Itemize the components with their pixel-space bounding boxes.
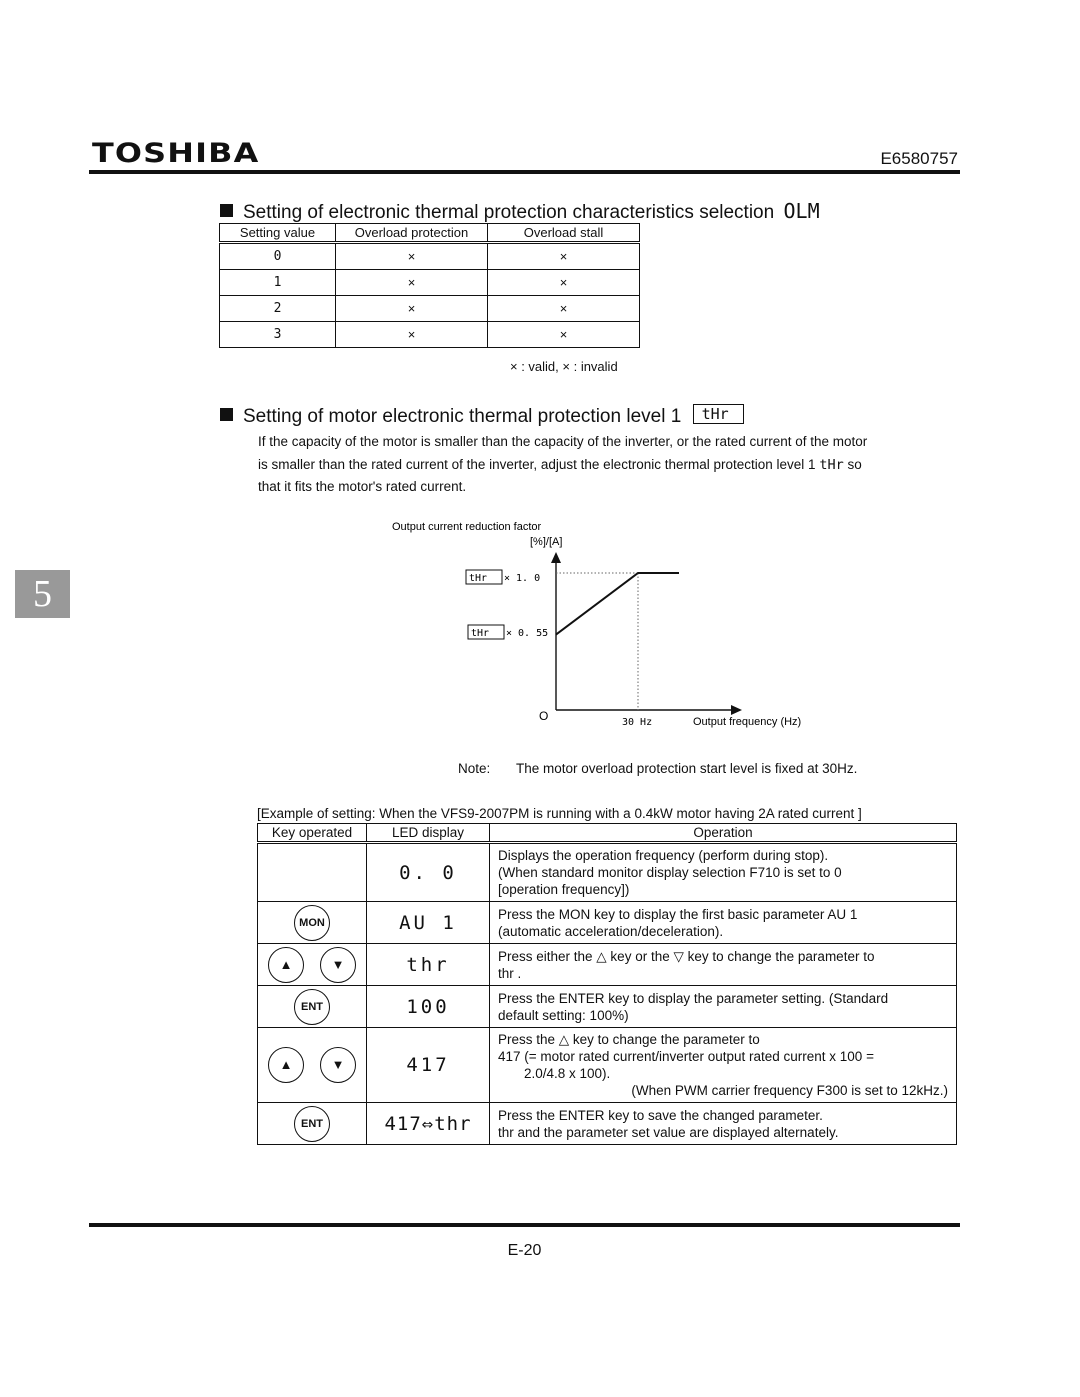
protection-cell: × bbox=[336, 296, 488, 322]
operation-cell bbox=[490, 986, 957, 1028]
table-row bbox=[220, 296, 640, 322]
table-legend: × : valid, × : invalid bbox=[510, 359, 618, 374]
table-header-row bbox=[258, 824, 957, 843]
table-row bbox=[258, 986, 957, 1028]
operation-line: thr and the parameter set value are displayed alternately. bbox=[498, 1124, 839, 1140]
mon-key-button[interactable]: MON bbox=[294, 905, 330, 941]
bullet-square-icon bbox=[220, 408, 233, 421]
key-cell bbox=[258, 1103, 367, 1145]
operation-line: thr . bbox=[498, 965, 522, 981]
toshiba-logo: TOSHIBA bbox=[92, 138, 260, 169]
series-line bbox=[556, 573, 679, 635]
section-title: Setting of electronic thermal protection characteristics selection bbox=[243, 202, 775, 223]
operation-cell bbox=[490, 1028, 957, 1103]
led-display: 100 bbox=[367, 986, 490, 1028]
table-row bbox=[258, 944, 957, 986]
column-header: Key operated bbox=[258, 824, 367, 843]
column-header: Setting value bbox=[220, 224, 336, 243]
description-paragraph bbox=[258, 431, 958, 499]
operation-line: Press the MON key to display the first basic parameter AU 1 bbox=[498, 906, 858, 922]
key-cell bbox=[258, 944, 367, 986]
bullet-square-icon bbox=[220, 204, 233, 217]
operation-line: default setting: 100%) bbox=[498, 1007, 629, 1023]
stall-cell: × bbox=[488, 322, 640, 348]
setting-value: 3 bbox=[220, 322, 336, 348]
paragraph-text: so bbox=[847, 456, 862, 472]
note-label: Note: bbox=[458, 761, 491, 776]
x-axis-arrow-icon bbox=[731, 705, 742, 715]
key-cell bbox=[258, 902, 367, 944]
table-row bbox=[258, 1103, 957, 1145]
param-code-box: tHr bbox=[693, 404, 744, 424]
footer-rule bbox=[89, 1223, 960, 1227]
param-code: OLM bbox=[783, 199, 820, 223]
x-tick-label: 30 Hz bbox=[622, 717, 653, 728]
operation-line: (When standard monitor display selection F710 is set to 0 bbox=[498, 865, 842, 880]
stall-cell: × bbox=[488, 243, 640, 270]
operation-line: Press the △ key to change the parameter to bbox=[498, 1032, 760, 1047]
table-row bbox=[220, 322, 640, 348]
operation-cell bbox=[490, 1103, 957, 1145]
table-row bbox=[258, 902, 957, 944]
protection-cell: × bbox=[336, 243, 488, 270]
setting-value: 2 bbox=[220, 296, 336, 322]
overload-selection-table bbox=[219, 223, 640, 348]
operation-line: Press either the △ key or the ▽ key to change the parameter to bbox=[498, 948, 875, 964]
section-heading-olm bbox=[220, 199, 820, 224]
operation-line: Displays the operation frequency (perform during stop). bbox=[498, 848, 829, 863]
x-axis-label: Output frequency (Hz) bbox=[693, 716, 802, 728]
y-tick-low bbox=[468, 625, 548, 639]
page-number: E-20 bbox=[507, 1242, 542, 1259]
example-table bbox=[257, 823, 957, 1145]
y-axis-unit: [%]/[A] bbox=[530, 536, 563, 548]
ent-key-button[interactable]: ENT bbox=[294, 989, 330, 1025]
paragraph-text: is smaller than the rated current of the inverter, adjust the electronic thermal protection level 1 bbox=[258, 456, 816, 472]
key-cell bbox=[258, 1028, 367, 1103]
operation-cell bbox=[490, 843, 957, 902]
reduction-factor-chart bbox=[380, 515, 840, 735]
led-display: AU 1 bbox=[367, 902, 490, 944]
ent-key-button[interactable]: ENT bbox=[294, 1106, 330, 1142]
operation-line: Press the ENTER key to save the changed parameter. bbox=[498, 1107, 823, 1123]
led-display: thr bbox=[367, 944, 490, 986]
column-header: LED display bbox=[367, 824, 490, 843]
operation-line: [operation frequency]) bbox=[498, 882, 630, 897]
operation-line: Press the ENTER key to display the parameter setting. (Standard bbox=[498, 990, 889, 1006]
param-code: tHr bbox=[469, 573, 488, 584]
column-header: Overload stall bbox=[488, 224, 640, 243]
y-axis-arrow-icon bbox=[551, 552, 561, 563]
led-display: 417 bbox=[367, 1028, 490, 1103]
document-number: E6580757 bbox=[880, 149, 958, 168]
led-display: 0. 0 bbox=[367, 843, 490, 902]
protection-cell: × bbox=[336, 270, 488, 296]
up-key-button[interactable]: ▲ bbox=[268, 1047, 304, 1083]
table-row bbox=[220, 270, 640, 296]
key-cell bbox=[258, 986, 367, 1028]
up-key-button[interactable]: ▲ bbox=[268, 947, 304, 983]
note-text: The motor overload protection start level is fixed at 30Hz. bbox=[516, 761, 858, 776]
led-display: 417⇔thr bbox=[367, 1103, 490, 1145]
y-axis-label: Output current reduction factor bbox=[392, 521, 542, 533]
table-row bbox=[220, 243, 640, 270]
operation-line: (automatic acceleration/deceleration). bbox=[498, 923, 724, 939]
stall-cell: × bbox=[488, 270, 640, 296]
chapter-tab: 5 bbox=[15, 570, 70, 618]
down-key-button[interactable]: ▼ bbox=[320, 1047, 356, 1083]
protection-cell: × bbox=[336, 322, 488, 348]
setting-value: 0 bbox=[220, 243, 336, 270]
paragraph-line bbox=[258, 454, 958, 477]
param-code: tHr bbox=[819, 456, 844, 473]
section-title: Setting of motor electronic thermal protection level 1 bbox=[243, 406, 682, 427]
table-row bbox=[258, 1028, 957, 1103]
factor-label: × 1. 0 bbox=[504, 573, 541, 584]
operation-cell bbox=[490, 902, 957, 944]
down-key-button[interactable]: ▼ bbox=[320, 947, 356, 983]
header-rule bbox=[89, 170, 960, 174]
factor-label: × 0. 55 bbox=[506, 628, 549, 639]
operation-line: 2.0/4.8 x 100). bbox=[524, 1066, 611, 1081]
example-caption: [Example of setting: When the VFS9-2007PM is running with a 0.4kW motor having 2A rated current ] bbox=[257, 806, 862, 821]
operation-line: (When PWM carrier frequency F300 is set to 12kHz.) bbox=[631, 1083, 948, 1098]
key-cell bbox=[258, 843, 367, 902]
paragraph-line: that it fits the motor's rated current. bbox=[258, 479, 467, 494]
column-header: Operation bbox=[490, 824, 957, 843]
paragraph-line: If the capacity of the motor is smaller than the capacity of the inverter, or the rated current of the motor bbox=[258, 434, 868, 449]
table-header-row bbox=[220, 224, 640, 243]
note bbox=[458, 761, 857, 776]
setting-value: 1 bbox=[220, 270, 336, 296]
section-heading-thr bbox=[220, 404, 744, 428]
table-row bbox=[258, 843, 957, 902]
stall-cell: × bbox=[488, 296, 640, 322]
column-header: Overload protection bbox=[336, 224, 488, 243]
operation-cell bbox=[490, 944, 957, 986]
param-code: tHr bbox=[471, 628, 490, 639]
origin-label: O bbox=[539, 709, 549, 723]
operation-line: 417 (= motor rated current/inverter output rated current x 100 = bbox=[498, 1049, 874, 1064]
y-tick-high bbox=[466, 570, 540, 584]
